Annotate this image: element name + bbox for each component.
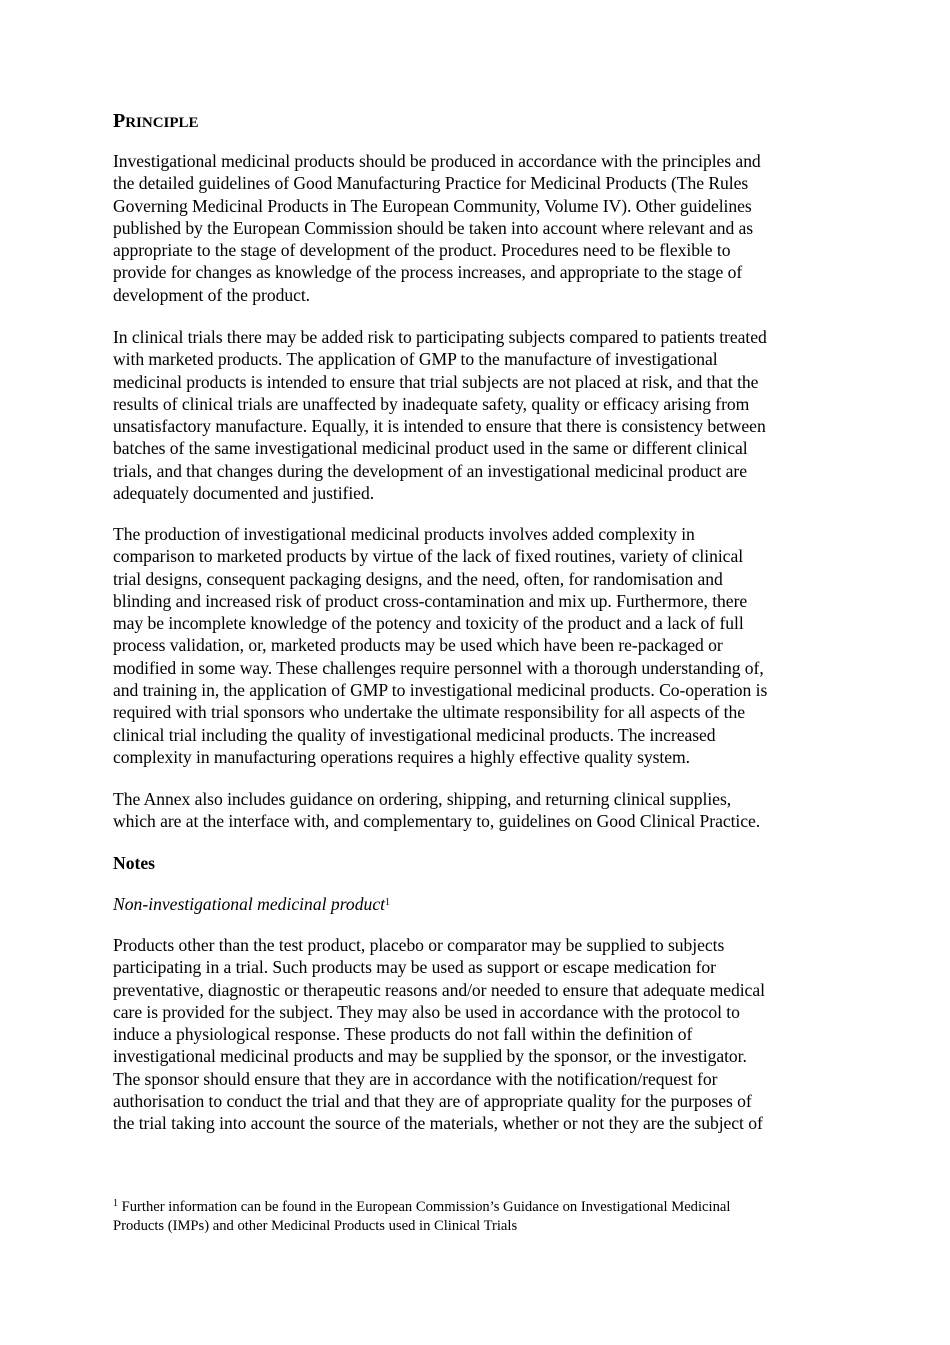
- text-line: modified in some way. These challenges require personnel with a thorough understanding of,: [113, 657, 764, 678]
- notes-heading: Notes: [113, 853, 156, 873]
- footnote-marker: 1: [113, 1198, 118, 1209]
- text-line: The production of investigational medicinal products involves added complexity in: [113, 524, 695, 544]
- text-line: which are at the interface with, and complementary to, guidelines on Good Clinical Practice.: [113, 811, 761, 832]
- text-line: the trial taking into account the source of the materials, whether or not they are the subject of: [113, 1113, 763, 1134]
- text-line: The Annex also includes guidance on ordering, shipping, and returning clinical supplies,: [113, 789, 732, 809]
- text-line: appropriate to the stage of development of the product. Procedures need to be flexible to: [113, 240, 731, 261]
- footnote-line: Products (IMPs) and other Medicinal Products used in Clinical Trials: [113, 1218, 518, 1234]
- text-line: medicinal products is intended to ensure that trial subjects are not placed at risk, and that the: [113, 371, 759, 392]
- text-line: provide for changes as knowledge of the process increases, and appropriate to the stage of: [113, 262, 743, 283]
- text-line: complexity in manufacturing operations requires a highly effective quality system.: [113, 746, 690, 767]
- text-line: published by the European Commission should be taken into account where relevant and as: [113, 217, 754, 238]
- text-line: process validation, or, marketed products may be used which have been re-packaged or: [113, 635, 723, 656]
- paragraph-production-complexity: [113, 523, 767, 768]
- text-line: trial designs, consequent packaging designs, and the need, often, for randomisation and: [113, 568, 723, 589]
- subheading-non-investigational-product: [113, 893, 390, 915]
- text-line: results of clinical trials are unaffected by inadequate safety, quality or efficacy arising from: [113, 393, 750, 414]
- text-line: participating in a trial. Such products may be used as support or escape medication for: [113, 957, 716, 978]
- text-line: blinding and increased risk of product cross-contamination and mix up. Furthermore, there: [113, 590, 748, 611]
- text-line: comparison to marketed products by virtue of the lack of fixed routines, variety of clinical: [113, 546, 744, 567]
- footnote-line: [113, 1198, 730, 1217]
- text-line: with marketed products. The application of GMP to the manufacture of investigational: [113, 349, 718, 370]
- paragraph-gmp-principles: [113, 150, 761, 306]
- text-line: development of the product.: [113, 284, 311, 305]
- text-line: authorisation to conduct the trial and that they are of appropriate quality for the purposes of: [113, 1091, 752, 1112]
- text-line: The sponsor should ensure that they are in accordance with the notification/request for: [113, 1068, 718, 1089]
- footnote-reference[interactable]: 1: [385, 897, 391, 908]
- section-heading-principle: [113, 109, 199, 135]
- text-line: Governing Medicinal Products in The European Community, Volume IV). Other guidelines: [113, 195, 752, 216]
- text-line: trials, and that changes during the development of an investigational medicinal product are: [113, 460, 747, 481]
- footnote-text: Further information can be found in the European Commission’s Guidance on Investigational Medicinal: [118, 1199, 731, 1215]
- text-line: preventative, diagnostic or therapeutic reasons and/or needed to ensure that adequate medical: [113, 979, 765, 1000]
- heading-initial: P: [113, 110, 126, 132]
- subheading-text: Non-investigational medicinal product: [113, 894, 386, 914]
- paragraph-annex-guidance: [113, 788, 760, 833]
- text-line: care is provided for the subject. They may also be used in accordance with the protocol to: [113, 1001, 740, 1022]
- text-line: required with trial sponsors who undertake the ultimate responsibility for all aspects of the: [113, 702, 745, 723]
- text-line: Products other than the test product, placebo or comparator may be supplied to subjects: [113, 935, 725, 955]
- text-line: clinical trial including the quality of investigational medicinal products. The increased: [113, 724, 716, 745]
- paragraph-non-investigational-products: [113, 934, 765, 1135]
- text-line: batches of the same investigational medicinal product used in the same or different clinical: [113, 438, 748, 459]
- text-line: adequately documented and justified.: [113, 483, 375, 504]
- text-line: unsatisfactory manufacture. Equally, it is intended to ensure that there is consistency between: [113, 416, 766, 437]
- text-line: Investigational medicinal products should be produced in accordance with the principles and: [113, 151, 761, 171]
- text-line: In clinical trials there may be added risk to participating subjects compared to patients treated: [113, 327, 767, 347]
- paragraph-clinical-trial-risk: [113, 326, 767, 504]
- text-line: may be incomplete knowledge of the potency and toxicity of the product and a lack of full: [113, 613, 744, 634]
- heading-rest: RINCIPLE: [125, 115, 199, 131]
- text-line: the detailed guidelines of Good Manufacturing Practice for Medicinal Products (The Rules: [113, 173, 749, 194]
- footnote: [113, 1198, 730, 1236]
- text-line: investigational medicinal products and may be supplied by the sponsor, or the investigator.: [113, 1046, 747, 1067]
- text-line: induce a physiological response. These products do not fall within the definition of: [113, 1024, 693, 1045]
- text-line: and training in, the application of GMP to investigational medicinal products. Co-operation is: [113, 680, 768, 701]
